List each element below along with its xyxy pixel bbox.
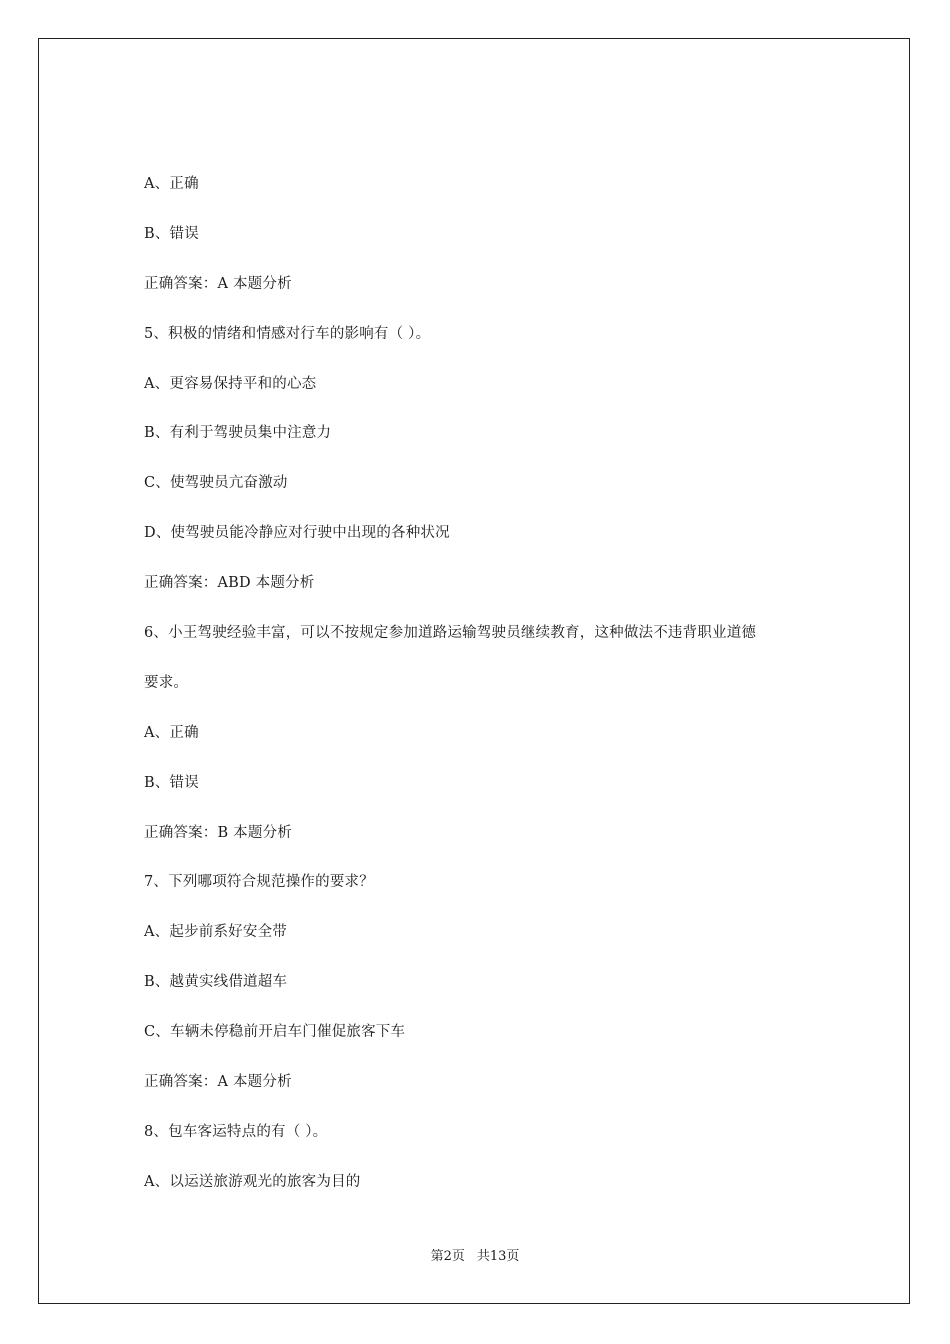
option-b-q5: B、有利于驾驶员集中注意力 — [144, 425, 332, 442]
answer-q7: 正确答案：A 本题分析 — [144, 1074, 292, 1091]
option-b-q6: B、错误 — [144, 774, 199, 791]
answer-q5: 正确答案：ABD 本题分析 — [144, 575, 315, 592]
question-5: 5、积极的情绪和情感对行车的影响有（ ）。 — [144, 325, 431, 342]
question-8: 8、包车客运特点的有（ ）。 — [144, 1123, 328, 1140]
page-number: 第2页 — [430, 1249, 465, 1264]
answer-q6: 正确答案：B 本题分析 — [144, 824, 292, 841]
option-c-q5: C、使驾驶员亢奋激动 — [144, 475, 288, 492]
answer-q4: 正确答案：A 本题分析 — [144, 275, 292, 292]
option-a-q4: A、正确 — [144, 176, 199, 192]
option-a-q8: A、以运送旅游观光的旅客为目的 — [144, 1173, 361, 1190]
option-a-q7: A、起步前系好安全带 — [144, 924, 287, 941]
option-a-q5: A、更容易保持平和的心态 — [144, 375, 317, 392]
page-footer — [0, 1248, 950, 1266]
question-6-line-2: 要求。 — [144, 674, 189, 691]
page-total: 共13页 — [476, 1249, 520, 1264]
option-b-q7: B、越黄实线借道超车 — [144, 974, 288, 991]
question-7: 7、下列哪项符合规范操作的要求？ — [144, 874, 374, 891]
option-a-q6: A、正确 — [144, 724, 199, 741]
option-b-q4: B、错误 — [144, 225, 199, 242]
question-6-line-1: 6、小王驾驶经验丰富，可以不按规定参加道路运输驾驶员继续教育，这种做法不违背职业道德 — [144, 625, 757, 642]
option-c-q7: C、车辆未停稳前开启车门催促旅客下车 — [144, 1024, 406, 1041]
option-d-q5: D、使驾驶员能冷静应对行驶中出现的各种状况 — [144, 525, 450, 542]
document-body — [144, 174, 824, 1222]
